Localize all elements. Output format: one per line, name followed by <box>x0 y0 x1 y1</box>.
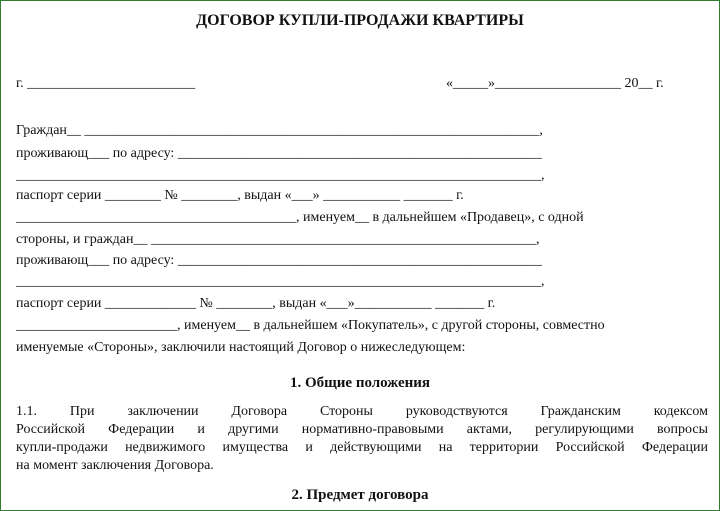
seller-passport-line: паспорт серии ________ № ________, выдан «___» ___________ _______ г. <box>16 188 464 203</box>
clause-1-1-line-1: 1.1. При заключении Договора Стороны руководствуются Гражданским кодексом <box>16 404 708 419</box>
clause-1-1-line-2: Российской Федерации и другими нормативно-правовыми актами, регулирующими вопросы <box>16 422 708 437</box>
seller-address-cont-line: ___________________________________________________________________________, <box>16 168 545 183</box>
section-1-heading: 1. Общие положения <box>289 375 431 391</box>
clause-1-1-line-4: на момент заключения Договора. <box>16 458 214 473</box>
document-title: ДОГОВОР КУПЛИ-ПРОДАЖИ КВАРТИРЫ <box>196 12 524 29</box>
section-2-heading: 2. Предмет договора <box>291 487 429 503</box>
seller-name-line: Граждан__ _________________________________________________________________, <box>16 123 543 138</box>
clause-1-1-line-3: купли-продажи недвижимого имущества и действующими на территории Российской Федерации <box>16 440 708 455</box>
date-line: «_____»__________________ 20__ г. <box>446 76 664 91</box>
buyer-passport-line: паспорт серии _____________ № ________, выдан «___»___________ _______ г. <box>16 296 496 311</box>
buyer-designation-line: _______________________, именуем__ в дальнейшем «Покупатель», с другой стороны, совместно <box>16 318 605 333</box>
buyer-name-line: стороны, и граждан__ _______________________________________________________, <box>16 232 540 247</box>
place-line: г. ________________________ <box>16 76 196 91</box>
parties-conclusion-line: именуемые «Стороны», заключили настоящий Договор о нижеследующем: <box>16 340 466 355</box>
seller-address-line: проживающ___ по адресу: ____________________________________________________ <box>16 146 542 161</box>
buyer-address-line: проживающ___ по адресу: ____________________________________________________ <box>16 253 542 268</box>
seller-designation-line: ________________________________________, именуем__ в дальнейшем «Продавец», с одной <box>16 210 584 225</box>
buyer-address-cont-line: ___________________________________________________________________________, <box>16 274 545 289</box>
